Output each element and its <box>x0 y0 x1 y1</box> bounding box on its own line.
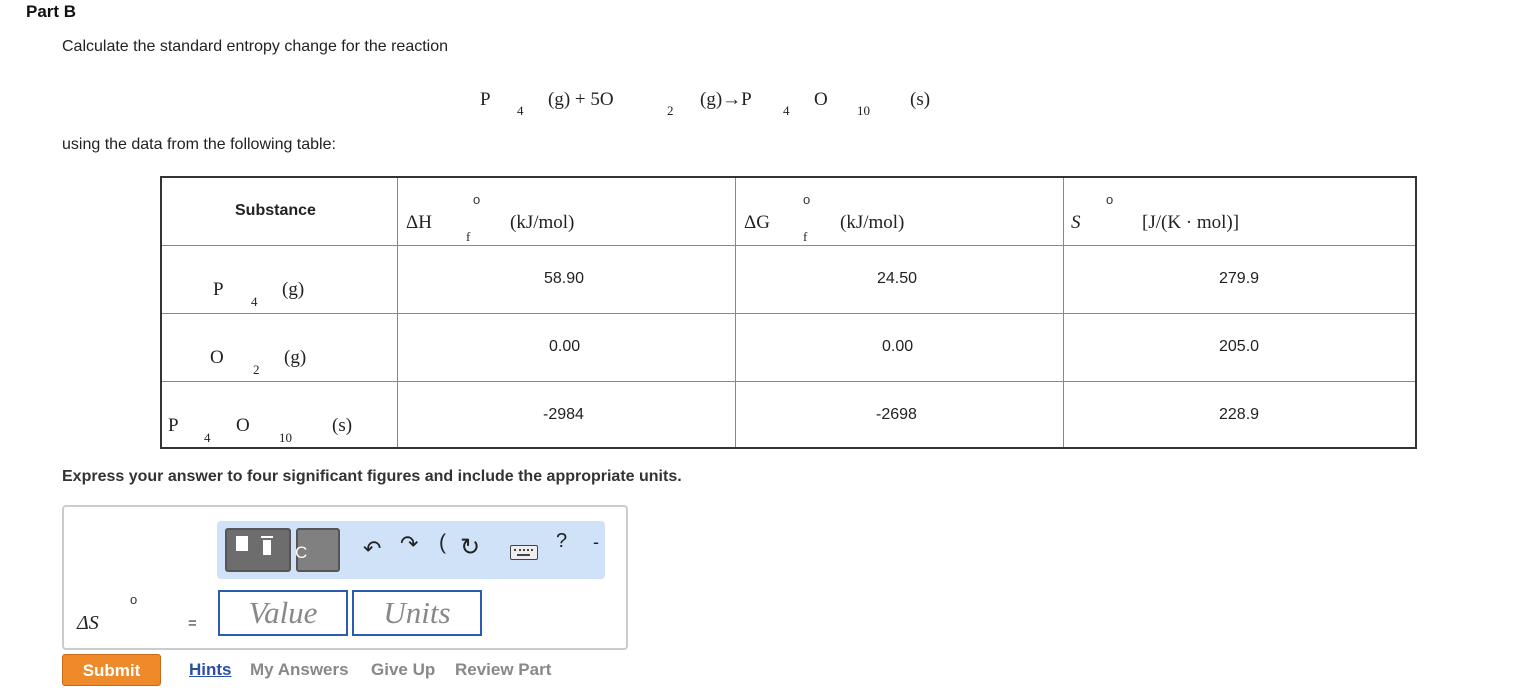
part-title: Part B <box>26 2 77 21</box>
dg-value: 0.00 <box>882 338 914 355</box>
header-dg-subscript: f <box>803 229 808 244</box>
header-dh-unit: (kJ/mol) <box>510 212 575 233</box>
s-value: 279.9 <box>1219 270 1260 287</box>
substance-subscript: 2 <box>253 362 260 377</box>
substance-symbol: P <box>213 279 224 300</box>
help-icon[interactable]: ? <box>556 530 568 552</box>
math-toolbar <box>217 521 605 579</box>
dh-value: -2984 <box>543 406 584 423</box>
keyboard-icon[interactable] <box>510 545 538 560</box>
open-paren-icon[interactable]: ( <box>439 531 446 554</box>
product-state: (s) <box>910 89 931 110</box>
substance-subscript-2: 10 <box>279 430 292 445</box>
col-divider <box>1063 178 1064 447</box>
delta-s-degree: o <box>130 592 138 607</box>
dh-value: 0.00 <box>549 338 581 355</box>
header-s-symbol: S <box>1071 212 1081 233</box>
reset-icon[interactable]: ↻ <box>460 534 481 561</box>
dh-value: 58.90 <box>544 270 585 287</box>
header-s-degree: o <box>1106 192 1114 207</box>
toolbar-overflow-icon[interactable]: - <box>593 532 599 552</box>
substance-state: (g) <box>284 347 307 368</box>
delta-s-symbol: ΔS <box>77 612 99 634</box>
using-data-text: using the data from the following table: <box>62 136 336 153</box>
s-value: 228.9 <box>1219 406 1260 423</box>
substance-symbol: P <box>168 415 179 436</box>
units-input[interactable] <box>352 590 482 636</box>
data-table <box>160 176 1417 449</box>
dg-value: 24.50 <box>877 270 918 287</box>
submit-button[interactable]: Submit <box>62 654 161 686</box>
value-input[interactable] <box>218 590 348 636</box>
redo-icon[interactable]: ↷ <box>400 531 419 556</box>
template-fraction-icon <box>263 540 271 555</box>
reactant-1-symbol: P <box>480 89 491 110</box>
substance-symbol: O <box>210 347 224 368</box>
col-divider <box>735 178 736 447</box>
template-bar-icon <box>261 536 273 538</box>
hints-link[interactable]: Hints <box>189 660 232 679</box>
review-part-link[interactable]: Review Part <box>455 660 552 679</box>
undo-icon[interactable]: ↶ <box>363 536 382 561</box>
col-divider <box>397 178 398 447</box>
product-subscript-2: 10 <box>857 103 870 118</box>
reactant-1-state: (g) + 5O <box>548 89 614 110</box>
header-dh-subscript: f <box>466 229 471 244</box>
header-dg-degree: o <box>803 192 811 207</box>
header-substance: Substance <box>235 202 316 219</box>
equals-sign: = <box>188 615 197 632</box>
give-up-link[interactable]: Give Up <box>371 660 436 679</box>
reactant-2-state: (g)→P <box>700 89 752 110</box>
symbols-icon: C <box>295 543 308 562</box>
header-dh-degree: o <box>473 192 481 207</box>
header-dg-symbol: ΔG <box>744 212 770 233</box>
s-value: 205.0 <box>1219 338 1260 355</box>
answer-instruction: Express your answer to four significant figures and include the appropriate units. <box>62 468 682 485</box>
header-s-unit: [J/(K · mol)] <box>1142 212 1240 233</box>
substance-state: (g) <box>282 279 305 300</box>
substance-subscript: 4 <box>204 430 211 445</box>
question-prompt: Calculate the standard entropy change for the reaction <box>62 38 449 55</box>
substance-subscript: 4 <box>251 294 258 309</box>
row-divider <box>162 313 1415 314</box>
row-divider <box>162 381 1415 382</box>
substance-state: (s) <box>332 415 353 436</box>
header-dg-unit: (kJ/mol) <box>840 212 905 233</box>
header-dh-symbol: ΔH <box>406 212 432 233</box>
dg-value: -2698 <box>876 406 917 423</box>
template-square-icon <box>236 536 248 551</box>
product-subscript-1: 4 <box>783 103 790 118</box>
templates-button[interactable] <box>225 528 291 572</box>
my-answers-link[interactable]: My Answers <box>250 660 349 679</box>
reactant-2-subscript: 2 <box>667 103 674 118</box>
row-divider <box>162 245 1415 246</box>
symbols-button[interactable] <box>296 528 340 572</box>
product-symbol-2: O <box>814 89 828 110</box>
substance-symbol-2: O <box>236 415 250 436</box>
reactant-1-subscript: 4 <box>517 103 524 118</box>
